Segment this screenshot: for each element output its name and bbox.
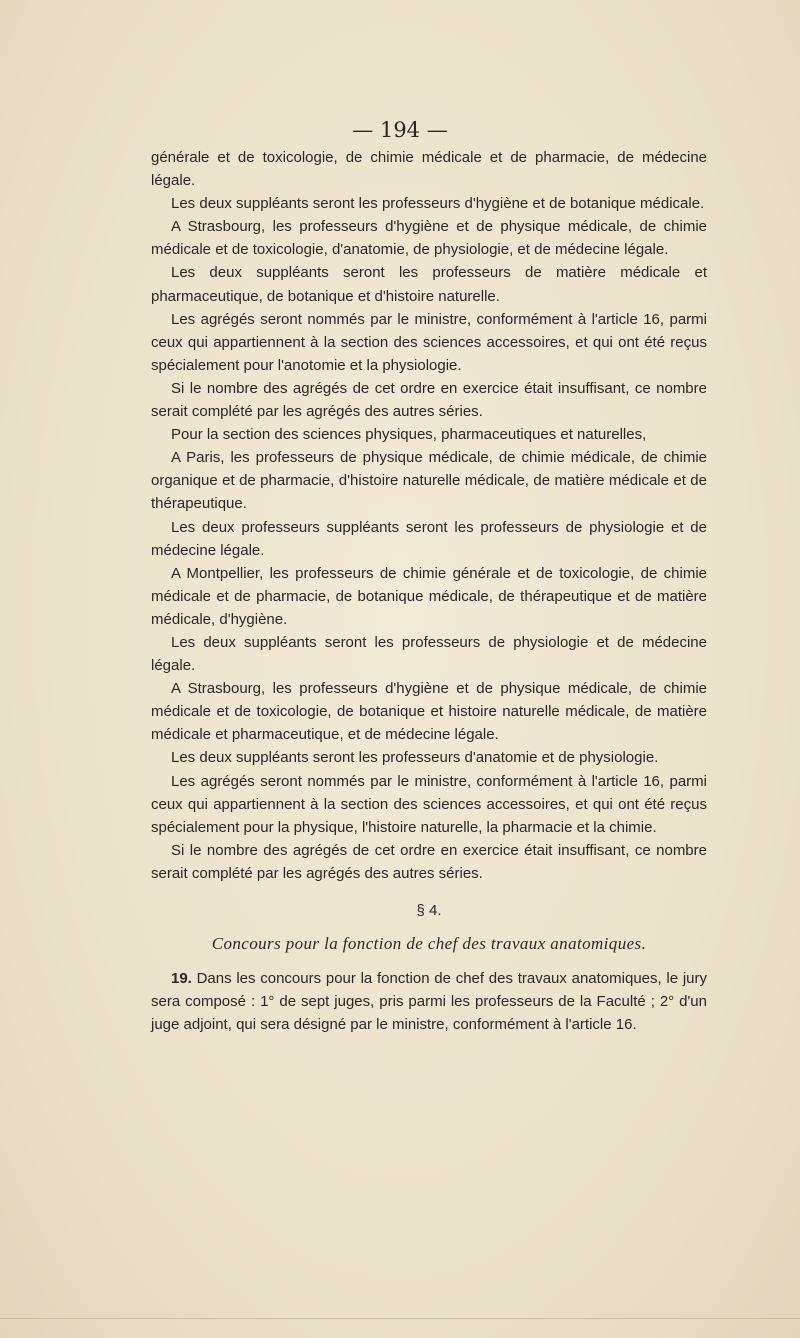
paragraph: générale et de toxicologie, de chimie médicale et de pharmacie, de médecine légale. — [151, 149, 707, 190]
paragraph: A Strasbourg, les professeurs d'hygiène et de physique médicale, de chimie médicale et de toxicologie, d'anatomie, de physiologie, et de médecine légale. — [151, 218, 707, 259]
paragraph: Les deux suppléants seront les professeurs de matière médicale et pharmaceutique, de botanique et d'histoire naturelle. — [151, 264, 707, 305]
paragraph: Si le nombre des agrégés de cet ordre en exercice était insuffisant, ce nombre serait complété par les agrégés des autres séries. — [151, 379, 707, 421]
paragraph: A Montpellier, les professeurs de chimie générale et de toxicologie, de chimie médicale et de pharmacie, de botanique médicale, de thérapeutique et de matière médicale, d'hygiène. — [151, 564, 707, 628]
paragraph: Les deux suppléants seront les professeurs d'anatomie et de physiologie. — [171, 749, 659, 767]
section-title: Concours pour la fonction de chef des travaux anatomiques. — [211, 934, 647, 954]
paragraph: Les agrégés seront nommés par le ministre, conformément à l'article 16, parmi ceux qui appartiennent à la section des sciences accessoires, et qui ont été reçus spécialement pour la physique, l'histoire naturelle, la pharmacie et la chimie. — [151, 772, 707, 836]
paragraph: A Strasbourg, les professeurs d'hygiène et de physique médicale, de chimie médicale et de toxicologie, de botanique et histoire naturelle médicale, de matière médicale et pharmaceutique, et de médecine légale. — [151, 680, 707, 744]
paragraph: Les deux suppléants seront les professeurs de physiologie et de médecine légale. — [151, 633, 707, 675]
section-mark: § 4. — [416, 902, 442, 919]
body-text — [151, 146, 707, 1036]
paragraph: Pour la section des sciences physiques, pharmaceutiques et naturelles, — [171, 426, 647, 444]
paragraph: Les deux professeurs suppléants seront les professeurs de physiologie et de médecine légale. — [151, 518, 707, 559]
page-edge-rule — [0, 1318, 800, 1319]
page-number: — 194 — — [352, 118, 448, 142]
article-text: Dans les concours pour la fonction de chef des travaux anatomiques, le jury sera composé : 1° de sept juges, pris parmi les professeurs de la Faculté ; 2° d'un juge adjoint, qui sera désigné par le ministre, conformément à l'article 16. — [151, 970, 707, 1034]
article-paragraph — [151, 967, 707, 1036]
paragraph: A Paris, les professeurs de physique médicale, de chimie médicale, de chimie organique et de pharmacie, d'histoire naturelle médicale, de matière médicale et de thérapeutique. — [151, 449, 707, 513]
paragraph: Les deux suppléants seront les professeurs d'hygiène et de botanique médicale. — [171, 195, 705, 213]
paragraph: Les agrégés seront nommés par le ministre, conformément à l'article 16, parmi ceux qui appartiennent à la section des sciences accessoires, et qui ont été reçus spécialement pour l'anotomie et la physiologie. — [151, 310, 707, 374]
paragraph: Si le nombre des agrégés de cet ordre en exercice était insuffisant, ce nombre serait complété par les agrégés des autres séries. — [151, 841, 707, 882]
article-number: 19. — [171, 970, 192, 988]
